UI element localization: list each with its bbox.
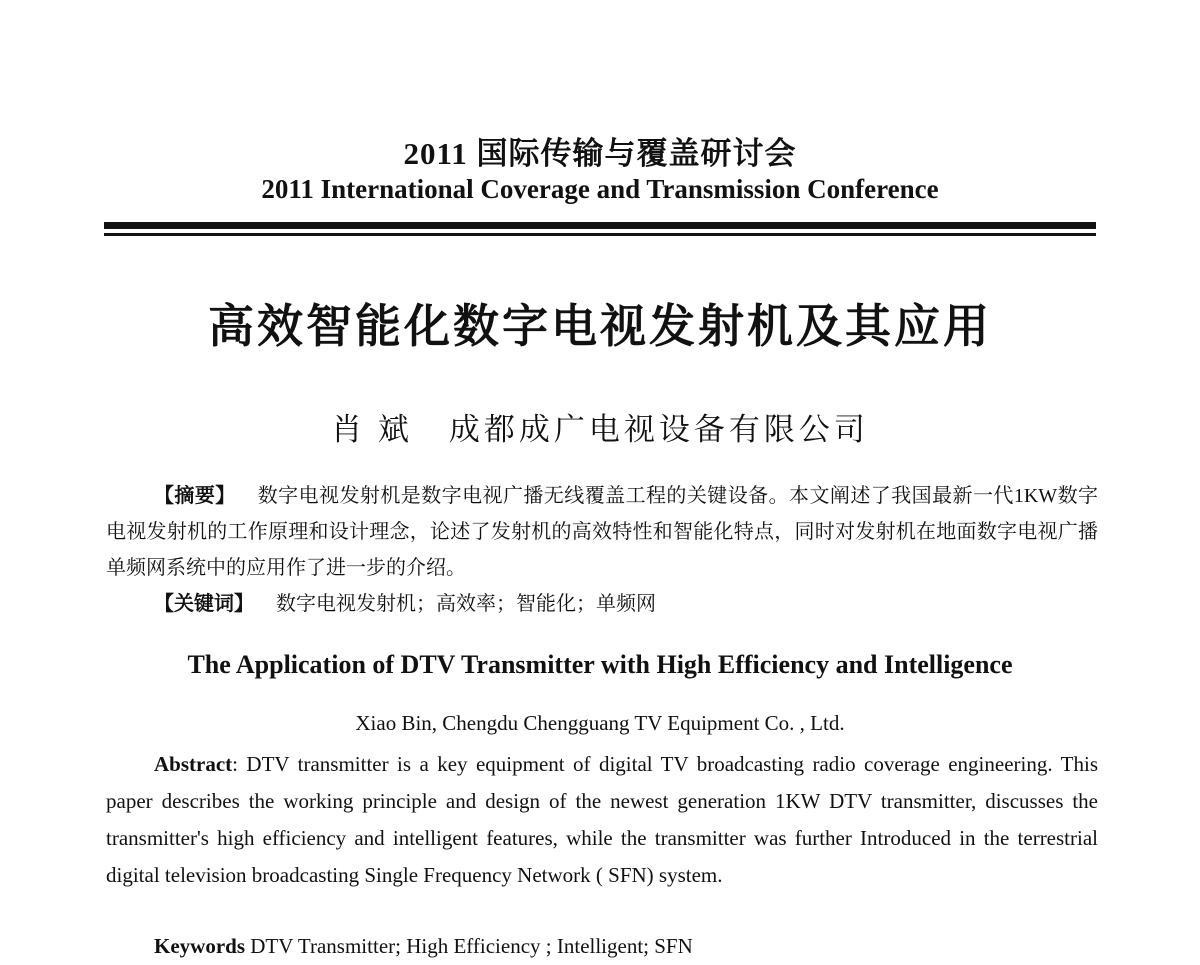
- abstract-en: [106, 746, 1098, 894]
- keywords-text-en: DTV Transmitter; High Efficiency ; Intelligent; SFN: [250, 934, 693, 958]
- abstract-sep-en: :: [232, 752, 247, 776]
- abstract-label-en: Abstract: [154, 752, 233, 776]
- conference-title-en: 2011 International Coverage and Transmission Conference: [261, 174, 939, 204]
- abstract-cn: [106, 478, 1098, 586]
- abstract-text-cn: 数字电视发射机是数字电视广播无线覆盖工程的关键设备。本文阐述了我国最新一代1KW数字电视发射机的工作原理和设计理念，论述了发射机的高效特性和智能化特点，同时对发射机在地面数字电视广播单频网系统中的应用作了进一步的介绍。: [106, 485, 1099, 579]
- author-name-cn: 肖 斌: [331, 412, 413, 447]
- header-rule-thick: [104, 222, 1096, 229]
- paper-title-cn: 高效智能化数字电视发射机及其应用: [208, 299, 992, 353]
- keywords-label-en: Keywords: [154, 934, 245, 958]
- abstract-text-en: DTV transmitter is a key equipment of digital TV broadcasting radio coverage engineering. This paper describes the working principle and design of the newest generation 1KW DTV transmitter, discusses the transmitter's high efficiency and intelligent features, while the transmitter was further Introduced in the terrestrial digital television broadcasting Single Frequency Network ( SFN) system.: [106, 752, 1098, 887]
- keywords-text-cn: 数字电视发射机；高效率；智能化；单频网: [276, 593, 656, 615]
- paper-title-en: The Application of DTV Transmitter with High Efficiency and Intelligence: [187, 650, 1013, 679]
- abstract-label-cn: 【摘要】: [154, 485, 236, 507]
- keywords-cn: [154, 586, 1098, 622]
- keywords-label-cn: 【关键词】: [154, 593, 254, 615]
- author-line-cn: [0, 404, 1200, 449]
- author-affiliation-cn: 成都成广电视设备有限公司: [448, 412, 869, 447]
- keywords-en: [154, 928, 1098, 965]
- conference-title-cn: 2011 国际传输与覆盖研讨会: [403, 136, 797, 171]
- author-line-en: Xiao Bin, Chengdu Chengguang TV Equipment Co. , Ltd.: [355, 711, 845, 735]
- header-rule-thin: [104, 233, 1096, 236]
